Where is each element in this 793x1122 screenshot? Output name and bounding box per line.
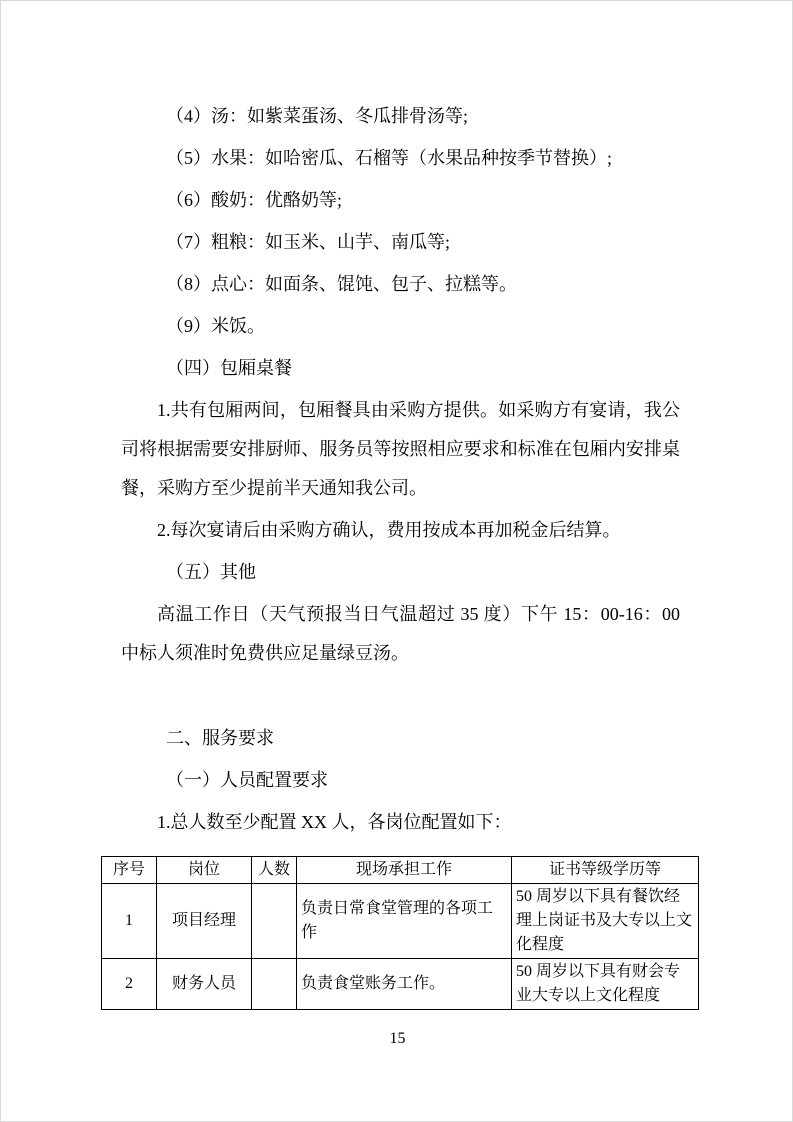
list-item-snacks: （8）点心：如面条、馄饨、包子、拉糕等。 bbox=[166, 274, 517, 294]
list-item-yogurt: （6）酸奶：优酪奶等; bbox=[166, 190, 343, 210]
section-heading-staffing: （一）人员配置要求 bbox=[166, 770, 328, 790]
page-number: 15 bbox=[389, 1030, 406, 1047]
cell-certs: 50 周岁以下具有餐饮经理上岗证书及大专以上文化程度 bbox=[512, 884, 699, 959]
paragraph-hot-day: 高温工作日（天气预报当日气温超过 35 度）下午 15：00-16：00 中标人须准时免费供应足量绿豆汤。 bbox=[121, 604, 680, 663]
cell-count bbox=[252, 884, 297, 959]
cell-seq: 2 bbox=[102, 959, 157, 1010]
cell-position: 财务人员 bbox=[157, 959, 252, 1010]
cell-seq: 1 bbox=[102, 884, 157, 959]
section-heading-service-requirements: 二、服务要求 bbox=[166, 728, 274, 748]
table-header-row bbox=[102, 857, 699, 884]
table-row bbox=[102, 884, 699, 959]
cell-certs: 50 周岁以下具有财会专业大专以上文化程度 bbox=[512, 959, 699, 1010]
cell-position: 项目经理 bbox=[157, 884, 252, 959]
section-heading-other: （五）其他 bbox=[166, 562, 256, 582]
paragraph-private-room-1: 1.共有包厢两间，包厢餐具由采购方提供。如采购方有宴请，我公司将根据需要安排厨师、服务员等按照相应要求和标准在包厢内安排桌餐，采购方至少提前半天通知我公司。 bbox=[121, 400, 680, 498]
table-header-duties: 现场承担工作 bbox=[297, 857, 512, 884]
table-header-seq: 序号 bbox=[102, 857, 157, 884]
cell-duties: 负责食堂账务工作。 bbox=[297, 959, 512, 1010]
section-heading-private-room: （四）包厢桌餐 bbox=[166, 358, 292, 378]
paragraph-private-room-2: 2.每次宴请后由采购方确认，费用按成本再加税金后结算。 bbox=[157, 520, 621, 540]
table-header-position: 岗位 bbox=[157, 857, 252, 884]
cell-duties: 负责日常食堂管理的各项工作 bbox=[297, 884, 512, 959]
list-item-grains: （7）粗粮：如玉米、山芋、南瓜等; bbox=[166, 232, 450, 252]
table-header-certs: 证书等级学历等 bbox=[512, 857, 699, 884]
table-header-count: 人数 bbox=[252, 857, 297, 884]
cell-count bbox=[252, 959, 297, 1010]
table-row bbox=[102, 959, 699, 1010]
list-item-rice: （9）米饭。 bbox=[166, 316, 265, 336]
paragraph-staffing-intro: 1.总人数至少配置 XX 人，各岗位配置如下： bbox=[157, 812, 512, 832]
list-item-soup: （4）汤：如紫菜蛋汤、冬瓜排骨汤等; bbox=[166, 106, 468, 126]
list-item-fruit: （5）水果：如哈密瓜、石榴等（水果品种按季节替换）; bbox=[166, 148, 612, 168]
staffing-table bbox=[101, 856, 699, 1010]
